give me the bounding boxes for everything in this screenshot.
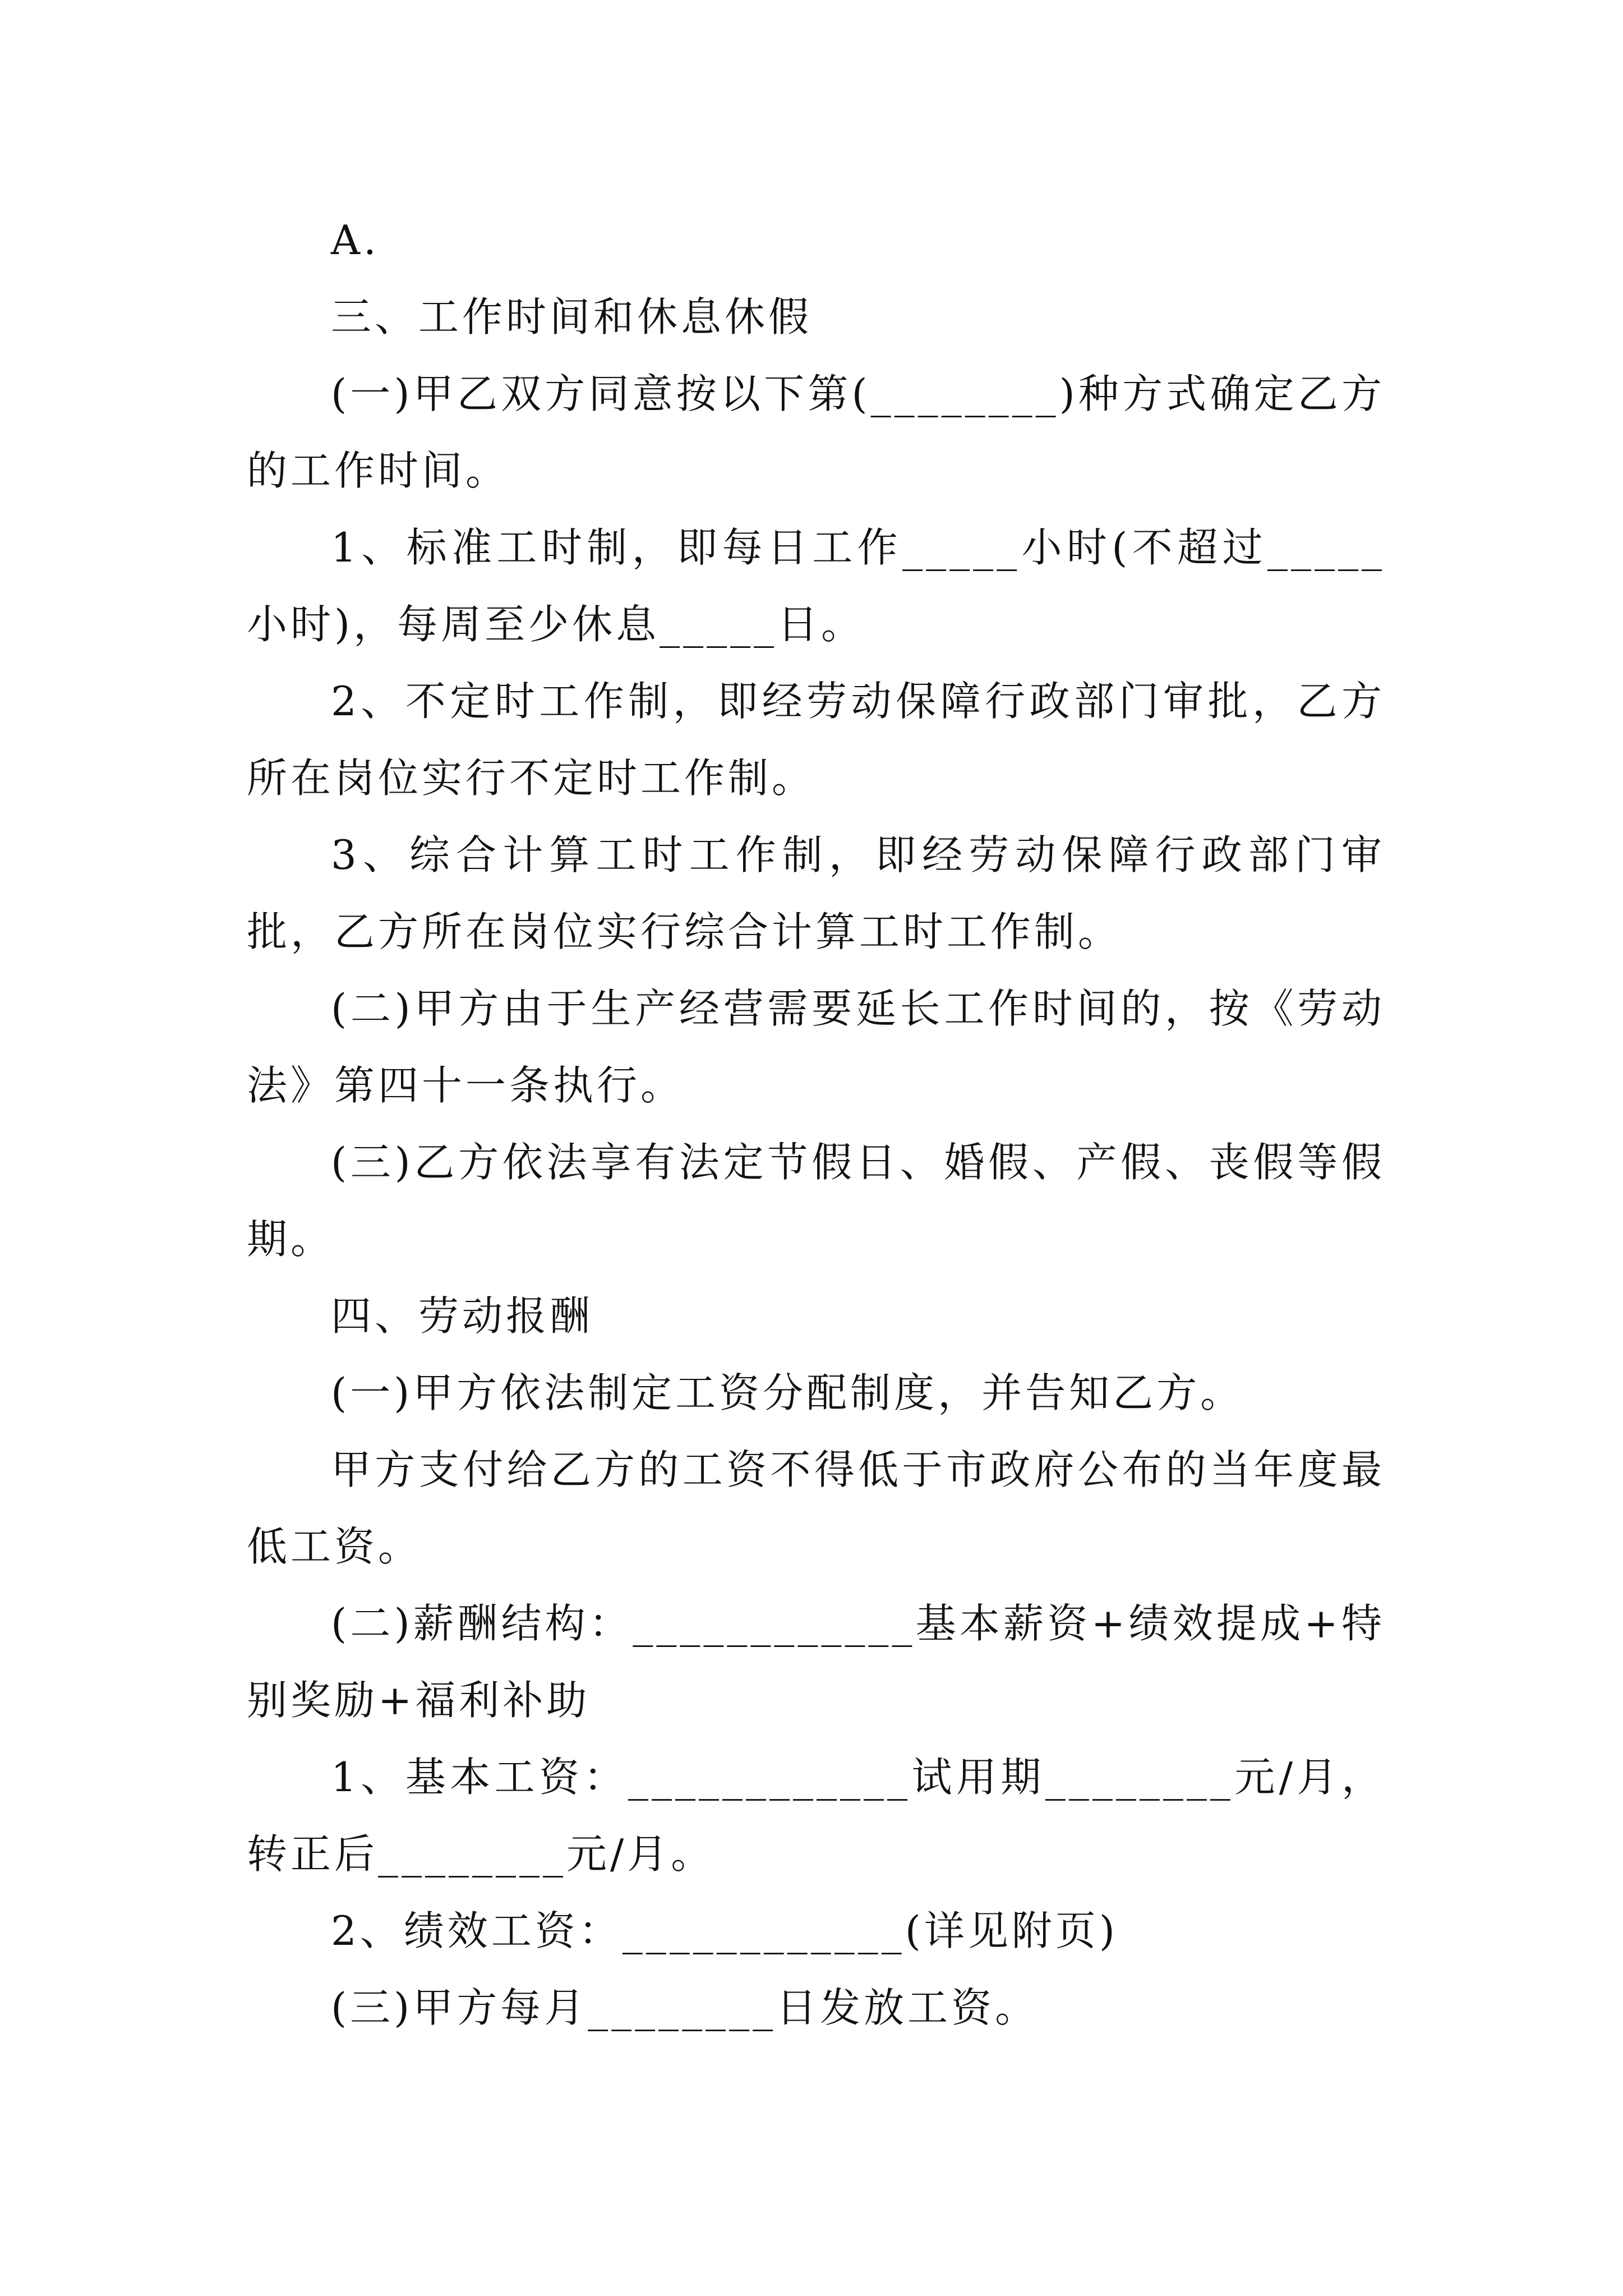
section-heading-remuneration: 四、劳动报酬 xyxy=(331,1292,594,1340)
paragraph-comprehensive-hours: 3、综合计算工时工作制，即经劳动保障行政部门审批，乙方所在岗位实行综合计算工时工作制。 xyxy=(247,831,1385,955)
paragraph-overtime: (二)甲方由于生产经营需要延长工作时间的，按《劳动法》第四十一条执行。 xyxy=(247,985,1385,1109)
paragraph-base-salary: 1、基本工资：____________试用期________元/月，转正后________元/月。 xyxy=(247,1754,1385,1878)
paragraph-flexible-hours: 2、不定时工作制，即经劳动保障行政部门审批，乙方所在岗位实行不定时工作制。 xyxy=(247,678,1385,802)
document-body xyxy=(247,202,1385,2046)
section-heading-work-hours: 三、工作时间和休息休假 xyxy=(331,293,813,341)
paragraph-item-a: A. xyxy=(331,217,380,264)
paragraph-payday: (三)甲方每月________日发放工资。 xyxy=(331,1984,1039,2031)
paragraph-holidays: (三)乙方依法享有法定节假日、婚假、产假、丧假等假期。 xyxy=(247,1139,1385,1263)
paragraph-salary-structure: (二)薪酬结构：____________基本薪资+绩效提成+特别奖励+福利补助 xyxy=(247,1600,1385,1724)
paragraph-standard-hours: 1、标准工时制，即每日工作_____小时(不超过_____小时)，每周至少休息_____日。 xyxy=(247,524,1385,648)
paragraph-performance-pay: 2、绩效工资：____________(详见附页) xyxy=(331,1907,1118,1954)
paragraph-work-hours-mode: (一)甲乙双方同意按以下第(________)种方式确定乙方的工作时间。 xyxy=(247,370,1385,494)
paragraph-wage-system: (一)甲方依法制定工资分配制度，并告知乙方。 xyxy=(331,1369,1244,1416)
paragraph-minimum-wage: 甲方支付给乙方的工资不得低于市政府公布的当年度最低工资。 xyxy=(247,1446,1385,1570)
